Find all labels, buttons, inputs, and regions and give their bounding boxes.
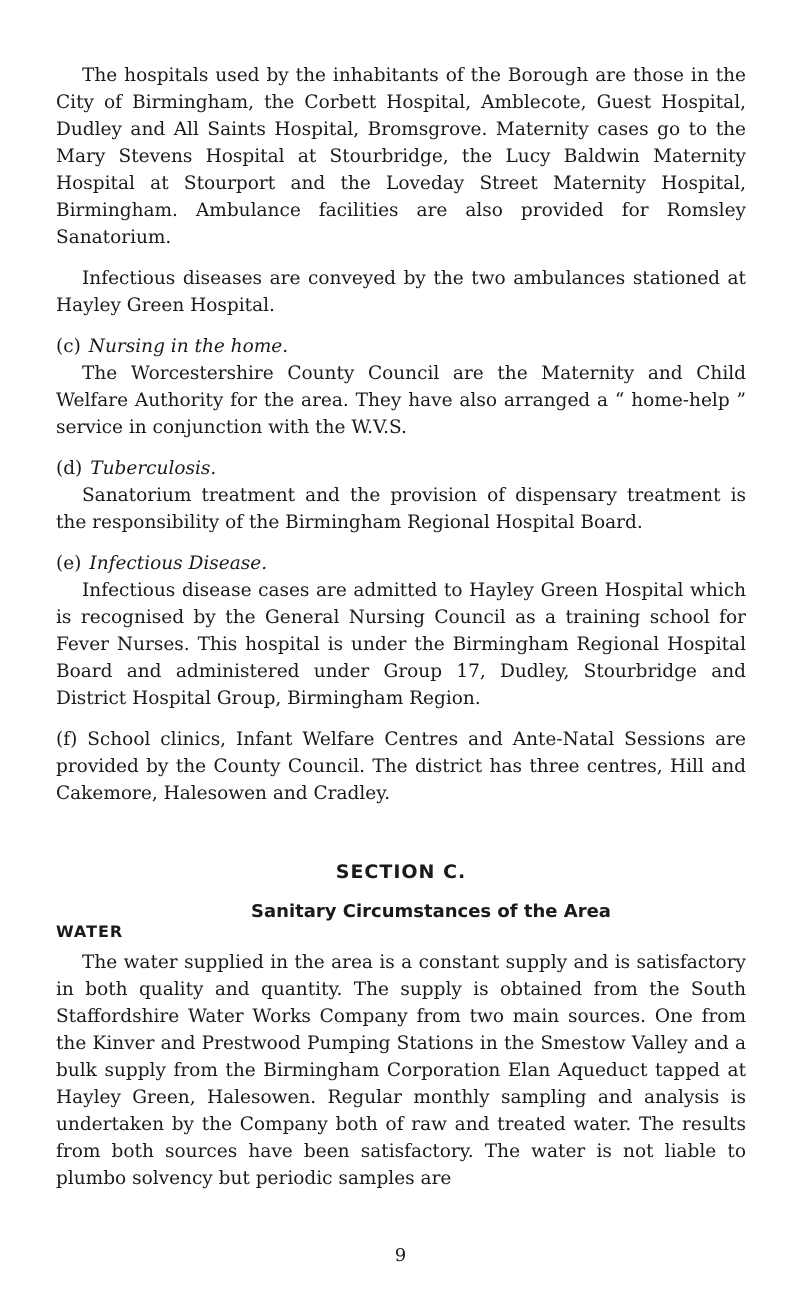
item-label: (d) (56, 458, 83, 479)
item-title: Infectious Disease. (89, 553, 268, 574)
item-body: School clinics, Infant Welfare Centres and Ante-Natal Sessions are provided by the County Council. The district has three centres, Hill and Cakemore, Halesowen and Cradley. (56, 729, 746, 804)
item-school-clinics (56, 726, 746, 807)
infectious-conveyed-paragraph: Infectious diseases are conveyed by the two ambulances stationed at Hayley Green Hospital. (56, 268, 746, 316)
item-infectious-disease (56, 550, 746, 712)
item-text: The Worcestershire County Council are the Maternity and Child Welfare Authority for the area. They have also arranged a “ home-help ” service in conjunction with the W.V.S. (56, 363, 746, 438)
water-paragraph: The water supplied in the area is a constant supply and is satisfactory in both quality and quantity. The supply is obtained from the South Staffordshire Water Works Company from two main sources. One from the Kinver and Prestwood Pumping Stations in the Smestow Valley and a bulk supply from the Birmingham Corporation Elan Aqueduct tapped at Hayley Green, Halesowen. Regular monthly sampling and analysis is undertaken by the Company both of raw and treated water. The results from both sources have been satisfactory. The water is not liable to plumbo solvency but periodic samples are (56, 952, 746, 1189)
item-label: (f) (56, 729, 78, 750)
page-number: 9 (394, 1245, 407, 1266)
item-heading (56, 550, 746, 577)
item-tuberculosis (56, 455, 746, 536)
item-title: Nursing in the home. (88, 336, 289, 357)
water-heading: WATER (56, 922, 124, 941)
item-nursing-in-home (56, 333, 746, 441)
item-text: Infectious disease cases are admitted to Hayley Green Hospital which is recognised by the General Nursing Council as a training school for Fever Nurses. This hospital is under the Birmingham Regional Hospital Board and administered under Group 17, Dudley, Stourbridge and District Hospital Group, Birmingham Region. (56, 580, 746, 709)
item-heading (56, 455, 746, 482)
section-title: SECTION C. (335, 861, 467, 883)
item-text: Sanatorium treatment and the provision of dispensary treatment is the responsibility of the Birmingham Regional Hospital Board. (56, 485, 746, 533)
item-label: (e) (56, 553, 82, 574)
hospitals-paragraph: The hospitals used by the inhabitants of the Borough are those in the City of Birmingham, the Corbett Hospital, Amblecote, Guest Hospital, Dudley and All Saints Hospital, Bromsgrove. Maternity cases go to the Mary Stevens Hospital at Stourbridge, the Lucy Baldwin Maternity Hospital at Stourport and the Loveday Street Maternity Hospital, Birmingham. Ambulance facilities are also provided for Romsley Sanatorium. (56, 65, 746, 248)
item-title: Tuberculosis. (90, 458, 217, 479)
document-page (56, 62, 746, 1206)
section-subtitle: Sanitary Circumstances of the Area (251, 901, 611, 922)
item-text (56, 726, 746, 807)
item-label: (c) (56, 336, 81, 357)
item-heading (56, 333, 746, 360)
